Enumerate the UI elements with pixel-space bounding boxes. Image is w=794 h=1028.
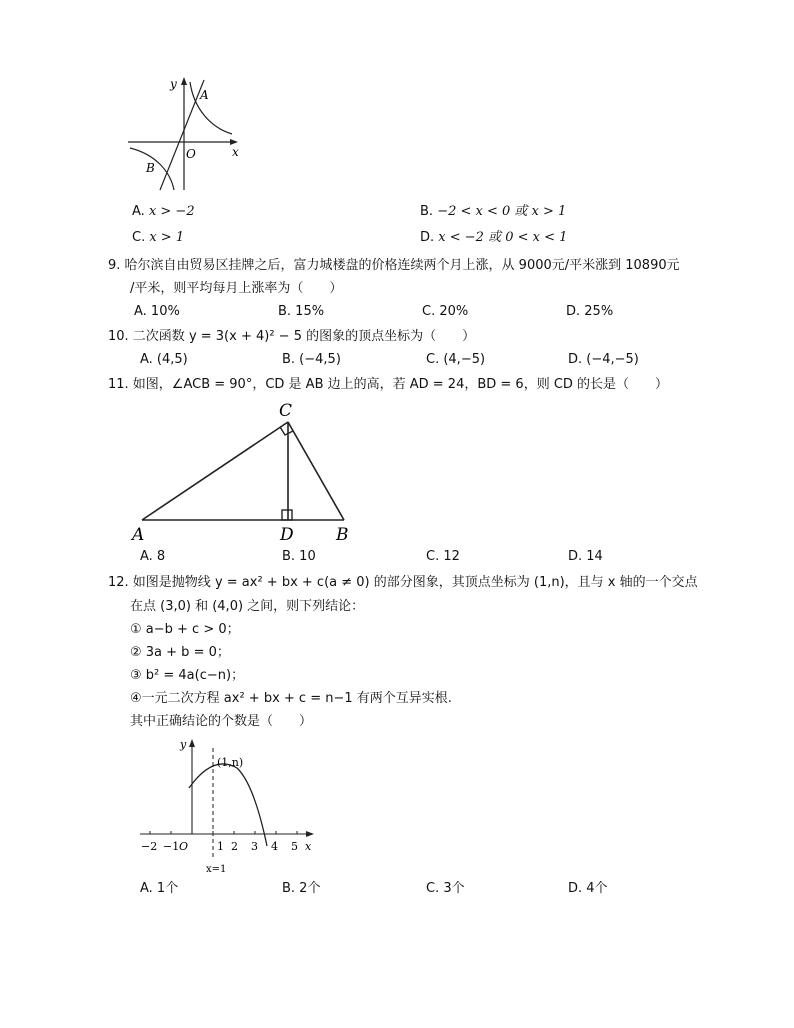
tick-label-neg2: −2	[141, 840, 158, 853]
tick-label-4: 4	[271, 840, 278, 853]
right-angle-mark-d	[282, 510, 292, 520]
q12-option-b: B. 2个	[282, 881, 321, 896]
vertex-b-label: B	[336, 525, 349, 545]
q9-stem-line2: /平米，则平均每月上涨率为（ ）	[130, 281, 343, 296]
q11-option-b: B. 10	[282, 549, 316, 564]
vertex-d-label: D	[280, 525, 294, 545]
y-axis-label: y	[180, 738, 187, 751]
hyperbola-branch-upper	[190, 82, 232, 134]
segment-cb	[288, 422, 344, 520]
tick-label-1: 1	[217, 840, 224, 853]
q9-option-a: A. 10%	[134, 304, 180, 319]
q12-statement-1: ① a−b + c > 0；	[130, 622, 240, 637]
q8-option-a-expr: x > −2	[148, 204, 195, 219]
tick-label-3: 3	[251, 840, 258, 853]
q11-option-c: C. 12	[426, 549, 460, 564]
q8-option-b-expr: −2 < x < 0 或 x > 1	[437, 204, 567, 219]
q8-option-a-letter: A.	[132, 204, 149, 219]
q9-option-c: C. 20%	[422, 304, 469, 319]
q8-option-b	[420, 202, 566, 222]
q12-stem-line2: 在点 (3,0) 和 (4,0) 之间，则下列结论：	[130, 599, 365, 614]
linear-function-line	[160, 80, 204, 190]
figure-parabola-graph	[136, 734, 318, 876]
q12-statement-2: ② 3a + b = 0；	[130, 645, 230, 660]
q12-option-a: A. 1个	[140, 881, 179, 896]
q11-option-d: D. 14	[568, 549, 603, 564]
q12-statement-3: ③ b² = 4a(c−n)；	[130, 668, 245, 683]
segment-ac	[142, 422, 288, 520]
y-axis-arrow	[189, 739, 195, 747]
q12-statement-4: ④一元二次方程 ax² + bx + c = n−1 有两个互异实根.	[130, 691, 452, 706]
figure-linear-inverse-graph	[120, 72, 250, 198]
vertex-c-label: C	[279, 401, 293, 421]
fig1-point-b-label: B	[146, 161, 155, 175]
tick-label-2: 2	[231, 840, 238, 853]
x-axis-label: x	[305, 840, 312, 853]
q8-option-d-expr: x < −2 或 0 < x < 1	[438, 230, 568, 245]
vertex-a-label: A	[132, 525, 145, 545]
fig1-origin-label: O	[186, 147, 196, 161]
q10-option-c: C. (4,−5)	[426, 352, 486, 367]
fig1-y-label: y	[170, 77, 177, 91]
fig1-point-a-label: A	[200, 88, 209, 102]
figure-right-triangle	[128, 394, 360, 546]
vertex-label: (1,n)	[217, 756, 244, 769]
q8-option-d-letter: D.	[420, 230, 439, 245]
q9-stem-line1: 9. 哈尔滨自由贸易区挂牌之后，富力城楼盘的价格连续两个月上涨，从 9000元/平米涨到 10890元	[108, 258, 680, 273]
q11-option-a: A. 8	[140, 549, 166, 564]
q8-option-d	[420, 228, 567, 248]
q12-option-d: D. 4个	[568, 881, 608, 896]
q12-stem-line1: 12. 如图是抛物线 y = ax² + bx + c(a ≠ 0) 的部分图象，其顶点坐标为 (1,n)，且与 x 轴的一个交点	[108, 575, 698, 590]
q8-option-b-letter: B.	[420, 204, 438, 219]
q11-stem: 11. 如图，∠ACB = 90°，CD 是 AB 边上的高，若 AD = 24，BD = 6，则 CD 的长是（ ）	[108, 377, 669, 392]
q10-option-d: D. (−4,−5)	[568, 352, 639, 367]
q8-option-c	[132, 228, 184, 248]
q8-option-c-expr: x > 1	[149, 230, 185, 245]
q12-question: 其中正确结论的个数是（ ）	[130, 714, 313, 729]
fig1-x-label: x	[232, 145, 239, 159]
q8-option-a	[132, 202, 195, 222]
symmetry-axis-label: x=1	[206, 864, 227, 875]
q9-option-d: D. 25%	[566, 304, 614, 319]
q10-option-b: B. (−4,5)	[282, 352, 341, 367]
tick-label-neg1: −1	[163, 840, 180, 853]
y-axis-arrow	[181, 77, 187, 85]
x-axis-arrow	[306, 831, 314, 837]
q9-option-b: B. 15%	[278, 304, 325, 319]
q12-option-c: C. 3个	[426, 881, 465, 896]
tick-label-origin: O	[179, 840, 189, 853]
q10-option-a: A. (4,5)	[140, 352, 188, 367]
q8-option-c-letter: C.	[132, 230, 150, 245]
tick-label-5: 5	[291, 840, 298, 853]
q10-stem: 10. 二次函数 y = 3(x + 4)² − 5 的图象的顶点坐标为（ ）	[108, 329, 476, 344]
